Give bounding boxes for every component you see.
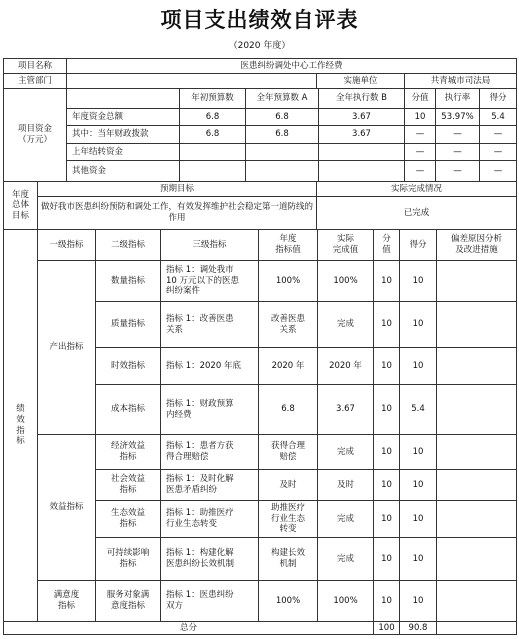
got-score: 10 [399, 434, 437, 470]
level2-indicator: 服务对象满 意度指标 [95, 580, 161, 622]
expected-goal-text: 做好我市医患纠纷预防和调处工作，有效发挥维护社会稳定第一道防线的作用 [37, 196, 317, 230]
annual-target: 100% [258, 260, 318, 302]
level1-output: 产出指标 [37, 260, 96, 435]
got-score: 5.4 [399, 384, 437, 435]
level3-indicator: 指标 1：及时化解 医患矛盾纠纷 [160, 469, 259, 501]
got-score: 10 [399, 260, 437, 302]
fund-row-value: 3.67 [318, 108, 405, 126]
annual-target: 6.8 [258, 384, 318, 435]
deviation-note [436, 347, 517, 385]
total-note [436, 621, 517, 635]
unit-label: 实施单位 [316, 73, 405, 89]
fund-row-value: — [404, 160, 436, 182]
fund-header-5: 得分 [479, 88, 517, 109]
level3-indicator: 指标 1：调处我市 10 万元以下的医患 纠纷案件 [160, 260, 259, 302]
actual-value: 完成 [317, 301, 374, 348]
level2-indicator: 社会效益 指标 [95, 469, 161, 501]
fund-row-value [245, 160, 319, 182]
got-score: 10 [399, 580, 437, 622]
perf-header-0: 一级指标 [37, 229, 96, 261]
fund-row-value: — [404, 143, 436, 161]
deviation-note [436, 384, 517, 435]
annual-target: 及时 [258, 469, 318, 501]
got-score: 10 [399, 469, 437, 501]
fund-row-value [179, 143, 246, 161]
fund-row-value: 3.67 [318, 125, 405, 144]
fund-header-2: 全年执行数 B [318, 88, 405, 109]
goal-label: 年度 总体 目标 [3, 181, 38, 230]
fund-row-value: 6.8 [245, 125, 319, 144]
actual-value: 完成 [317, 500, 374, 538]
fund-row-value [179, 160, 246, 182]
fund-row-label: 其中：当年财政拨款 [66, 125, 180, 144]
annual-target: 构建长效 机制 [258, 537, 318, 581]
score-value: 10 [373, 580, 400, 622]
actual-value: 2020 年 [317, 347, 374, 385]
score-value: 10 [373, 347, 400, 385]
unit-value: 共青城市司法局 [404, 73, 517, 89]
level2-indicator: 生态效益 指标 [95, 500, 161, 538]
deviation-note [436, 434, 517, 470]
deviation-note [436, 580, 517, 622]
fund-row-value: — [435, 143, 480, 161]
fund-row-value: — [479, 143, 517, 161]
level3-indicator: 指标 1：医患纠纷 双方 [160, 580, 259, 622]
score-value: 10 [373, 384, 400, 435]
perf-header-1: 二级指标 [95, 229, 161, 261]
level3-indicator: 指标 1：改善医患 关系 [160, 301, 259, 348]
total-label: 总分 [3, 621, 374, 635]
fund-header-blank [66, 88, 180, 109]
perf-header-6: 得分 [399, 229, 437, 261]
score-value: 10 [373, 260, 400, 302]
project-name-value: 医患纠纷调处中心工作经费 [66, 58, 517, 74]
actual-value: 完成 [317, 537, 374, 581]
level3-indicator: 指标 1：财政预算 内经费 [160, 384, 259, 435]
fund-row-label: 其他资金 [66, 160, 180, 182]
annual-target: 100% [258, 580, 318, 622]
actual-complete-label: 实际完成情况 [316, 181, 517, 197]
actual-value: 100% [317, 260, 374, 302]
perf-header-2: 三级指标 [160, 229, 259, 261]
level2-indicator: 数量指标 [95, 260, 161, 302]
page-title: 项目支出绩效自评表 [160, 8, 359, 32]
score-value: 10 [373, 301, 400, 348]
fund-row-value [318, 160, 405, 182]
fund-row-value: — [435, 125, 480, 144]
expected-goal-label: 预期目标 [37, 181, 317, 197]
annual-target: 助推医疗 行业生态 转变 [258, 500, 318, 538]
level3-indicator: 指标 1：构建化解 医患纠纷长效机制 [160, 537, 259, 581]
level3-indicator: 指标 1：患者方获 得合理赔偿 [160, 434, 259, 470]
dept-value [66, 73, 317, 89]
fund-header-3: 分值 [404, 88, 436, 109]
level2-indicator: 质量指标 [95, 301, 161, 348]
fund-row-value: 6.8 [179, 125, 246, 144]
annual-target: 改善医患 关系 [258, 301, 318, 348]
score-value: 10 [373, 434, 400, 470]
score-value: 10 [373, 500, 400, 538]
got-score: 10 [399, 500, 437, 538]
level2-indicator: 成本指标 [95, 384, 161, 435]
dept-label: 主管部门 [3, 73, 67, 89]
level2-indicator: 时效指标 [95, 347, 161, 385]
project-name-label: 项目名称 [3, 58, 67, 74]
deviation-note [436, 301, 517, 348]
fund-header-0: 年初预算数 [179, 88, 246, 109]
deviation-note [436, 469, 517, 501]
perf-header-3: 年度 指标值 [258, 229, 318, 261]
got-score: 10 [399, 347, 437, 385]
fund-row-value: 10 [404, 108, 436, 126]
fund-label: 项目资金 （万元） [3, 88, 67, 182]
deviation-note [436, 500, 517, 538]
actual-value: 完成 [317, 434, 374, 470]
fund-row-value: — [479, 160, 517, 182]
total-got: 90.8 [399, 621, 437, 635]
annual-target: 获得合理 赔偿 [258, 434, 318, 470]
level1-benefit: 效益指标 [37, 434, 96, 581]
fund-row-value [318, 143, 405, 161]
level3-indicator: 指标 1：2020 年底 [160, 347, 259, 385]
fund-row-value: 6.8 [179, 108, 246, 126]
perf-label: 绩 效 指 标 [3, 229, 38, 622]
level2-indicator: 可持续影响 指标 [95, 537, 161, 581]
fund-row-value [245, 143, 319, 161]
annual-target: 2020 年 [258, 347, 318, 385]
actual-value: 100% [317, 580, 374, 622]
fund-row-value: — [479, 125, 517, 144]
fund-header-4: 执行率 [435, 88, 480, 109]
perf-header-5: 分 值 [373, 229, 400, 261]
actual-value: 及时 [317, 469, 374, 501]
fund-header-1: 全年预算数 A [245, 88, 319, 109]
level3-indicator: 指标 1：助推医疗 行业生态转变 [160, 500, 259, 538]
got-score: 10 [399, 537, 437, 581]
fund-row-value: 5.4 [479, 108, 517, 126]
deviation-note [436, 537, 517, 581]
score-value: 10 [373, 469, 400, 501]
fund-row-value: — [435, 160, 480, 182]
fund-row-value: 6.8 [245, 108, 319, 126]
level1-satisfaction: 满意度 指标 [37, 580, 96, 622]
actual-value: 3.67 [317, 384, 374, 435]
actual-complete-text: 已完成 [316, 196, 517, 230]
got-score: 10 [399, 301, 437, 348]
fund-row-value: — [404, 125, 436, 144]
year-label: （2020 年度） [228, 41, 291, 51]
total-score: 100 [373, 621, 400, 635]
level2-indicator: 经济效益 指标 [95, 434, 161, 470]
perf-header-7: 偏差原因分析 及改进措施 [436, 229, 517, 261]
perf-header-4: 实际 完成值 [317, 229, 374, 261]
fund-row-value: 53.97% [435, 108, 480, 126]
fund-row-label: 上年结转资金 [66, 143, 180, 161]
fund-row-label: 年度资金总额 [66, 108, 180, 126]
deviation-note [436, 260, 517, 302]
score-value: 10 [373, 537, 400, 581]
